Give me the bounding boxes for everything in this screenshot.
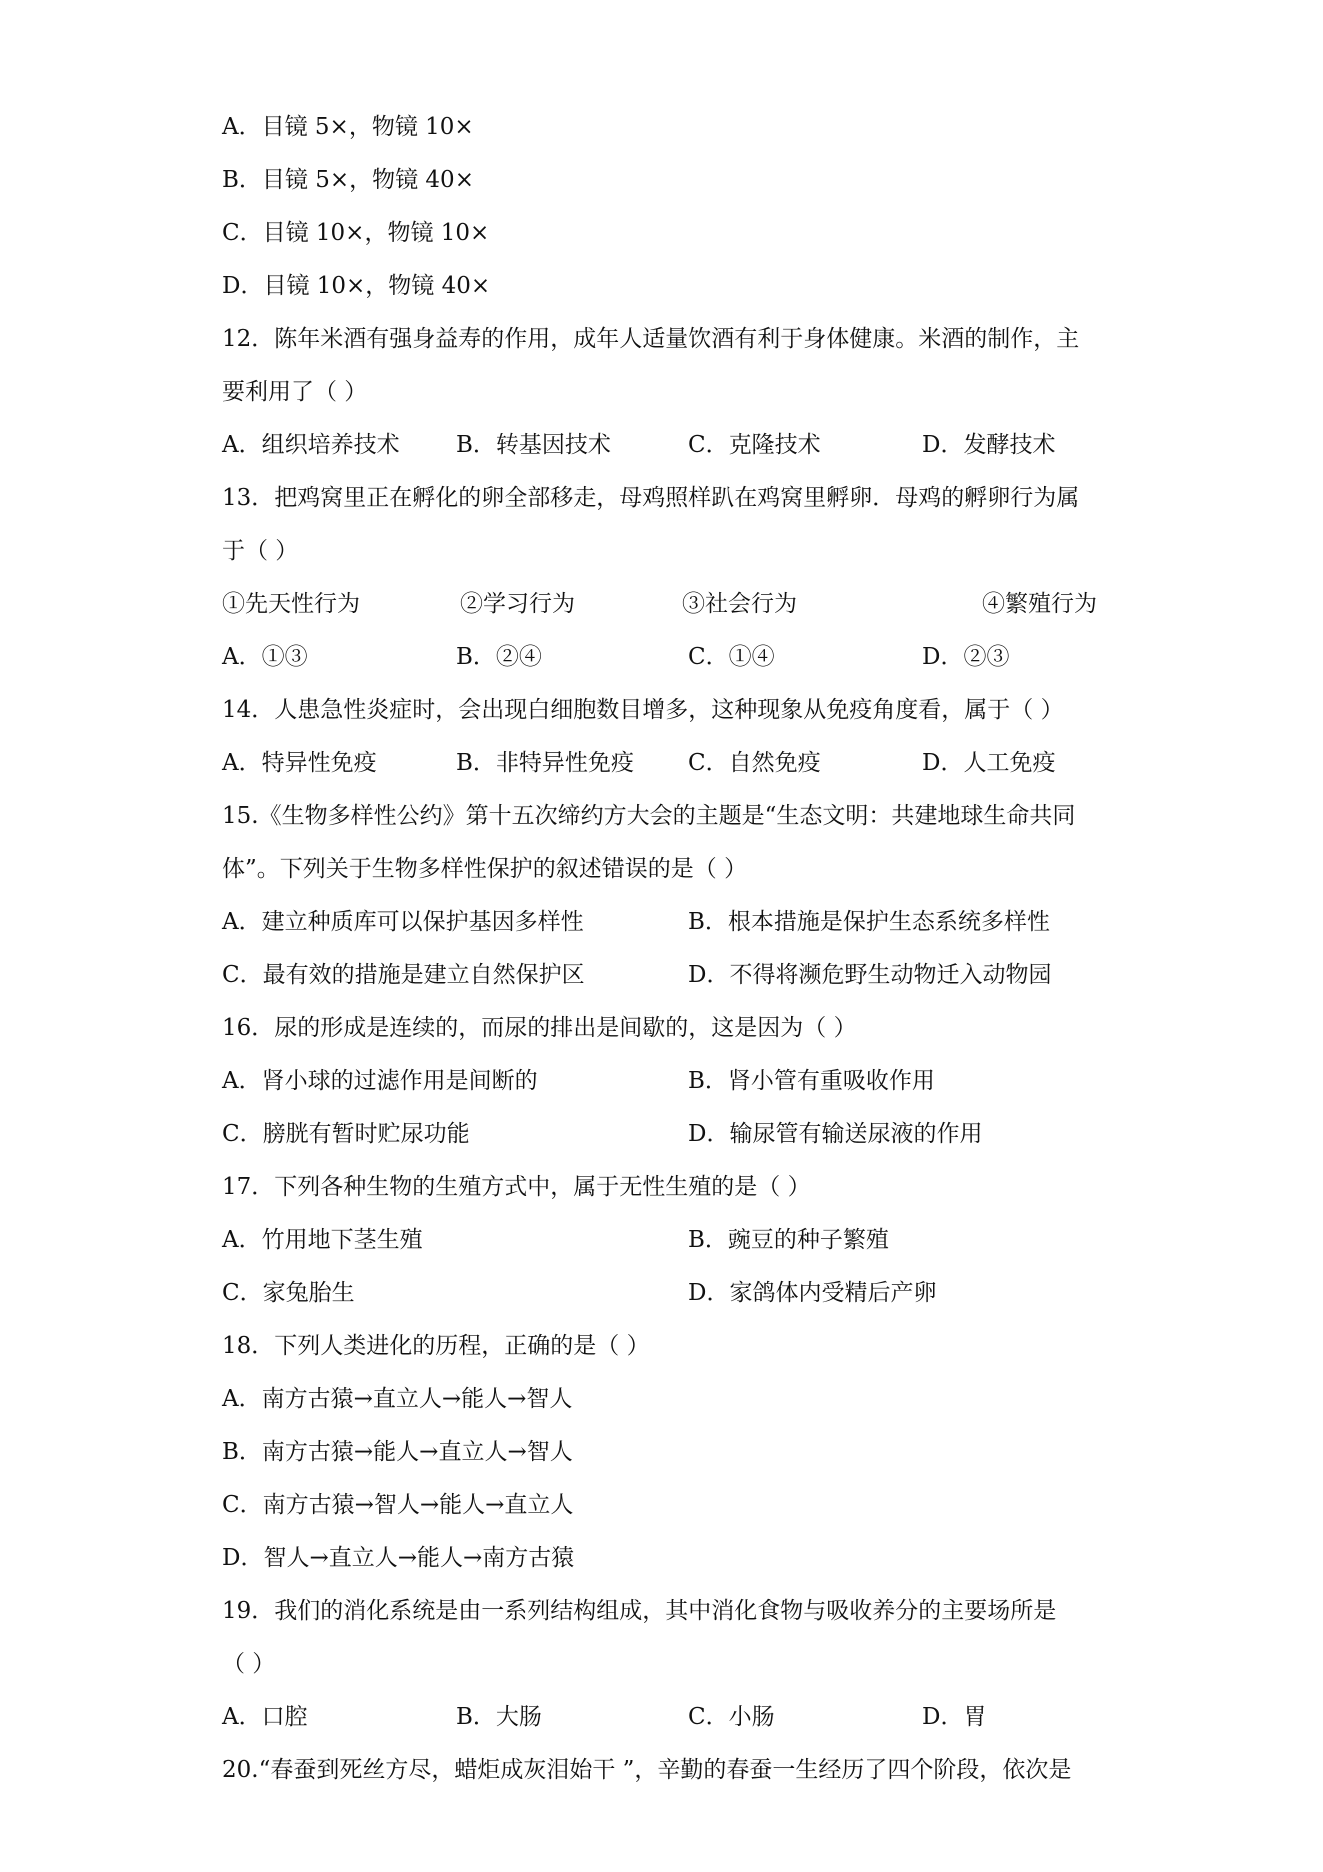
q13-option-d: D．②③ bbox=[922, 644, 1010, 670]
q19-stem-line2: （ ） bbox=[222, 1651, 276, 1677]
q12-stem-line2: 要利用了（ ） bbox=[222, 379, 368, 405]
q11-option-c: C．目镜 10×，物镜 10× bbox=[222, 220, 490, 246]
q17-option-b: B．豌豆的种子繁殖 bbox=[688, 1227, 889, 1253]
q14-option-b: B．非特异性免疫 bbox=[456, 750, 634, 776]
q12-stem-line1: 12．陈年米酒有强身益寿的作用，成年人适量饮酒有利于身体健康。米酒的制作，主 bbox=[222, 326, 1080, 352]
q16-option-d: D．输尿管有输送尿液的作用 bbox=[688, 1121, 983, 1147]
q14-option-d: D．人工免疫 bbox=[922, 750, 1056, 776]
q20-stem-line1: 20.“春蚕到死丝方尽，蜡炬成灰泪始干 ”，辛勤的春蚕一生经历了四个阶段，依次是 bbox=[222, 1757, 1072, 1783]
q13-option-b: B．②④ bbox=[456, 644, 542, 670]
q15-stem-line1: 15.《生物多样性公约》第十五次缔约方大会的主题是“生态文明：共建地球生命共同 bbox=[222, 803, 1076, 829]
q13-statement-1: ①先天性行为 bbox=[222, 591, 360, 617]
q12-option-a: A．组织培养技术 bbox=[222, 432, 400, 458]
q18-option-c: C．南方古猿→智人→能人→直立人 bbox=[222, 1492, 574, 1518]
q16-stem-line1: 16．尿的形成是连续的，而尿的排出是间歇的，这是因为（ ） bbox=[222, 1015, 857, 1041]
q13-option-a: A．①③ bbox=[222, 644, 308, 670]
q15-option-c: C．最有效的措施是建立自然保护区 bbox=[222, 962, 585, 988]
q12-option-b: B．转基因技术 bbox=[456, 432, 611, 458]
q19-option-d: D．胃 bbox=[922, 1704, 987, 1730]
q17-option-a: A．竹用地下茎生殖 bbox=[222, 1227, 423, 1253]
q19-option-b: B．大肠 bbox=[456, 1704, 542, 1730]
q13-stem-line2: 于（ ） bbox=[222, 538, 299, 564]
q19-option-c: C．小肠 bbox=[688, 1704, 775, 1730]
q15-stem-line2: 体”。下列关于生物多样性保护的叙述错误的是（ ） bbox=[222, 856, 748, 882]
q18-option-a: A．南方古猿→直立人→能人→智人 bbox=[222, 1386, 573, 1412]
q13-statement-2: ②学习行为 bbox=[460, 591, 575, 617]
q13-statement-4: ④繁殖行为 bbox=[982, 591, 1097, 617]
q17-option-d: D．家鸽体内受精后产卵 bbox=[688, 1280, 937, 1306]
q18-stem-line1: 18．下列人类进化的历程，正确的是（ ） bbox=[222, 1333, 650, 1359]
q14-option-c: C．自然免疫 bbox=[688, 750, 821, 776]
q14-stem-line1: 14．人患急性炎症时，会出现白细胞数目增多，这种现象从免疫角度看，属于（ ） bbox=[222, 697, 1064, 723]
q17-stem-line1: 17．下列各种生物的生殖方式中，属于无性生殖的是（ ） bbox=[222, 1174, 811, 1200]
q15-option-d: D．不得将濒危野生动物迁入动物园 bbox=[688, 962, 1052, 988]
q17-option-c: C．家兔胎生 bbox=[222, 1280, 355, 1306]
q13-stem-line1: 13．把鸡窝里正在孵化的卵全部移走，母鸡照样趴在鸡窝里孵卵．母鸡的孵卵行为属 bbox=[222, 485, 1080, 511]
q15-option-b: B．根本措施是保护生态系统多样性 bbox=[688, 909, 1050, 935]
q19-stem-line1: 19．我们的消化系统是由一系列结构组成，其中消化食物与吸收养分的主要场所是 bbox=[222, 1598, 1057, 1624]
q16-option-a: A．肾小球的过滤作用是间断的 bbox=[222, 1068, 538, 1094]
q11-option-a: A．目镜 5×，物镜 10× bbox=[222, 114, 474, 140]
q11-option-d: D．目镜 10×，物镜 40× bbox=[222, 273, 491, 299]
q13-option-c: C．①④ bbox=[688, 644, 775, 670]
q18-option-d: D．智人→直立人→能人→南方古猿 bbox=[222, 1545, 575, 1571]
q12-option-d: D．发酵技术 bbox=[922, 432, 1056, 458]
q16-option-b: B．肾小管有重吸收作用 bbox=[688, 1068, 935, 1094]
q12-option-c: C．克隆技术 bbox=[688, 432, 821, 458]
q11-option-b: B．目镜 5×，物镜 40× bbox=[222, 167, 474, 193]
q14-option-a: A．特异性免疫 bbox=[222, 750, 377, 776]
q15-option-a: A．建立种质库可以保护基因多样性 bbox=[222, 909, 584, 935]
q19-option-a: A．口腔 bbox=[222, 1704, 308, 1730]
q16-option-c: C．膀胱有暂时贮尿功能 bbox=[222, 1121, 470, 1147]
q18-option-b: B．南方古猿→能人→直立人→智人 bbox=[222, 1439, 573, 1465]
q13-statement-3: ③社会行为 bbox=[682, 591, 797, 617]
